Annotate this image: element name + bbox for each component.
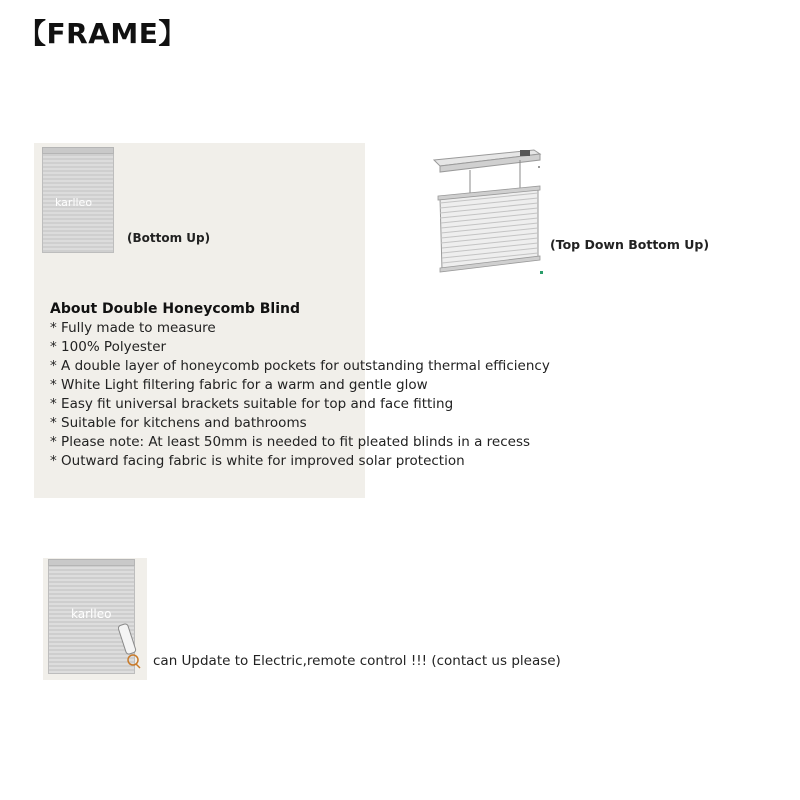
top-down-bottom-up-label: (Top Down Bottom Up) bbox=[550, 237, 710, 252]
feature-item: * Suitable for kitchens and bathrooms bbox=[50, 414, 550, 433]
brand-watermark: karlleo bbox=[71, 607, 112, 621]
remote-control-icon bbox=[118, 622, 144, 670]
brand-watermark: karlleo bbox=[55, 196, 93, 209]
bottom-up-blind-image bbox=[42, 151, 114, 253]
headrail bbox=[42, 147, 114, 154]
page-title: 【FRAME】 bbox=[18, 17, 187, 50]
top-down-bottom-up-blind-image bbox=[430, 146, 550, 276]
headrail bbox=[48, 559, 135, 566]
feature-item: * Outward facing fabric is white for improved solar protection bbox=[50, 452, 550, 471]
electric-upgrade-note: can Update to Electric,remote control !!! (contact us please) bbox=[153, 653, 561, 669]
product-description bbox=[50, 300, 550, 471]
feature-item: * Easy fit universal brackets suitable for top and face fitting bbox=[50, 395, 550, 414]
feature-item: * White Light filtering fabric for a warm and gentle glow bbox=[50, 376, 550, 395]
feature-item: * A double layer of honeycomb pockets for outstanding thermal efficiency bbox=[50, 357, 550, 376]
feature-item: * 100% Polyester bbox=[50, 338, 550, 357]
feature-item: * Please note: At least 50mm is needed to fit pleated blinds in a recess bbox=[50, 433, 550, 452]
feature-item: * Fully made to measure bbox=[50, 319, 550, 338]
bottom-up-label: (Bottom Up) bbox=[127, 231, 211, 245]
description-heading: About Double Honeycomb Blind bbox=[50, 301, 300, 317]
